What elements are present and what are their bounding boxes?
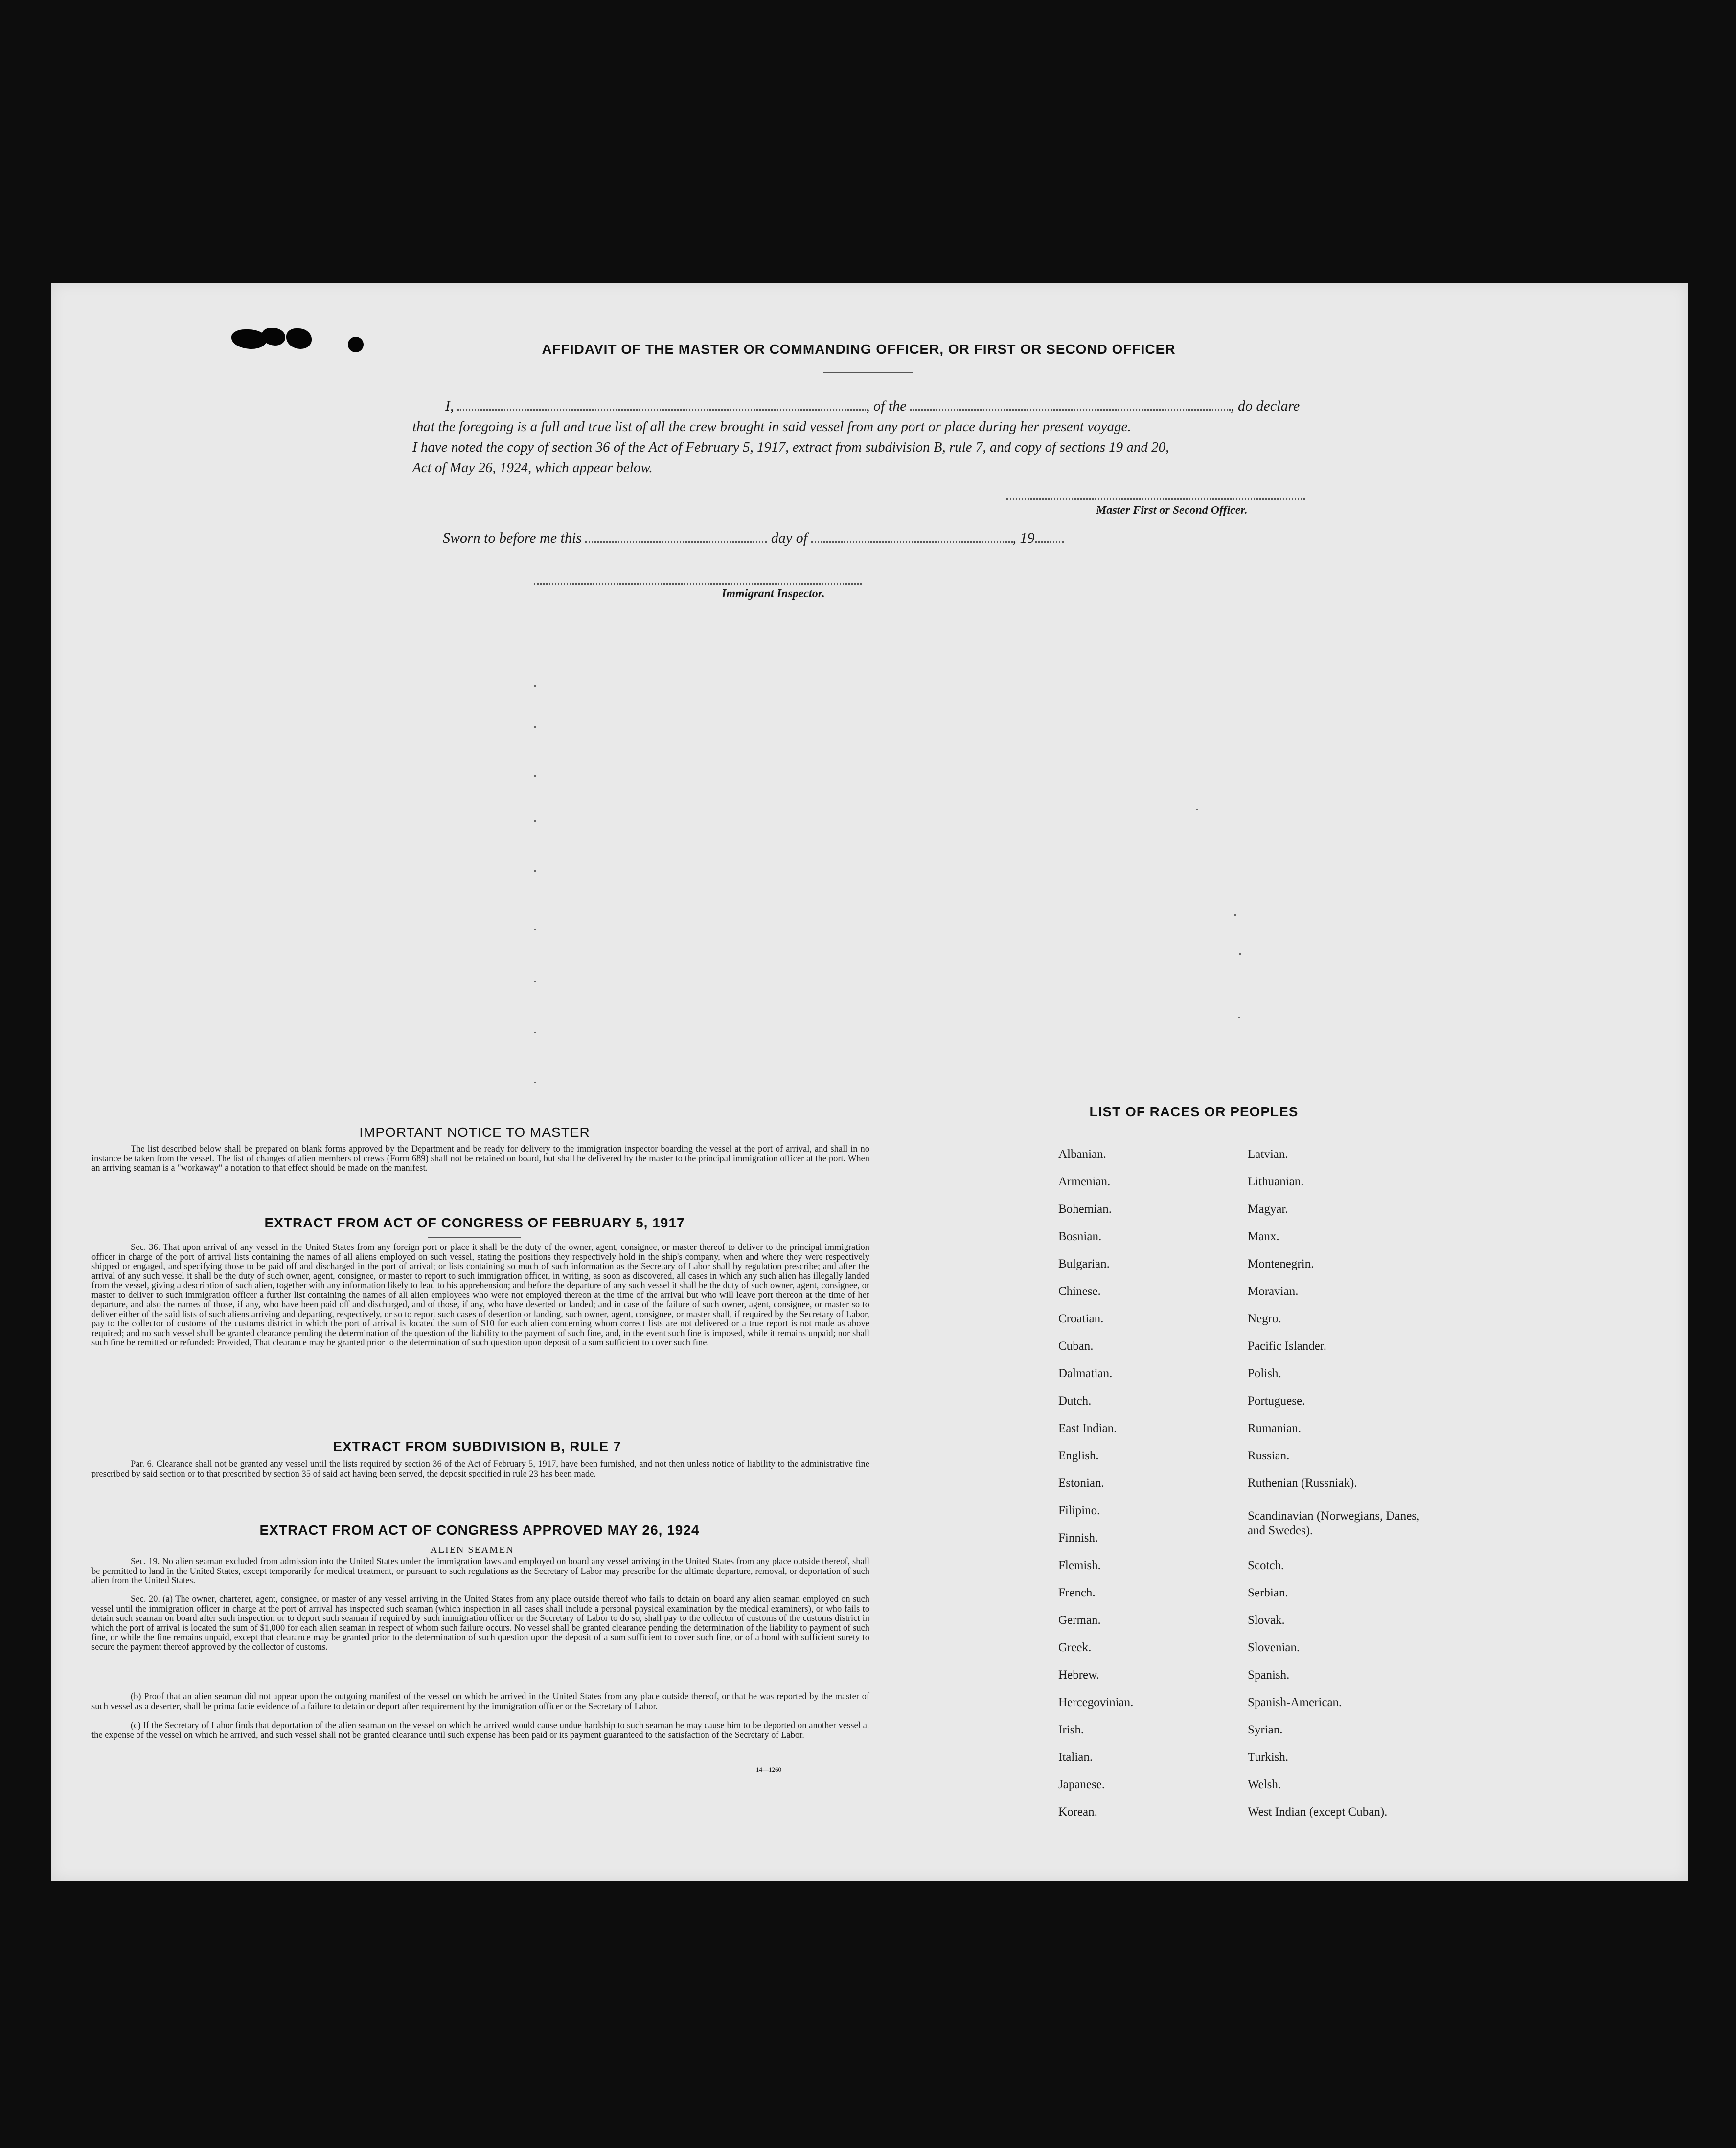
race-item: Albanian. [1058, 1148, 1106, 1161]
race-item: Bosnian. [1058, 1230, 1102, 1243]
notice-title: IMPORTANT NOTICE TO MASTER [359, 1125, 590, 1140]
rule7-title: EXTRACT FROM SUBDIVISION B, RULE 7 [333, 1439, 621, 1454]
race-item: Slovak. [1248, 1614, 1285, 1627]
race-item: Russian. [1248, 1449, 1290, 1462]
race-item: Negro. [1248, 1312, 1281, 1325]
race-item: Filipino. [1058, 1504, 1100, 1517]
race-item: Slovenian. [1248, 1641, 1300, 1654]
ink-blot [231, 329, 267, 349]
notice-body: The list described below shall be prepared on blank forms approved by the Department and be ready for delivery to the immigration inspector boarding the vessel at the port of arrival, and shall in no instance be taken from the vessel. The list of changes of alien members of crews (Form 689) shall not be retained on board, but shall be delivered by the master to the principal immigration officer at the port. When an arriving seaman is a "workaway" a notation to that effect should be made on the manifest. [91, 1144, 869, 1173]
race-item: Scotch. [1248, 1559, 1284, 1572]
speck [1239, 953, 1241, 955]
affidavit-line-4: Act of May 26, 1924, which appear below. [412, 460, 653, 476]
race-item: East Indian. [1058, 1422, 1117, 1435]
speck [534, 1082, 536, 1083]
race-item: English. [1058, 1449, 1099, 1462]
ink-blot [348, 337, 364, 352]
speck [534, 1032, 536, 1033]
speck [1238, 1017, 1240, 1018]
race-item: Hebrew. [1058, 1668, 1099, 1682]
race-item: Hercegovinian. [1058, 1696, 1134, 1709]
alien-seamen-subtitle: ALIEN SEAMEN [430, 1545, 514, 1555]
race-item: Finnish. [1058, 1531, 1098, 1545]
day-blank [585, 541, 767, 543]
extract-1917-body: Sec. 36. That upon arrival of any vessel in the United States from any foreign port or place it shall be the duty of the owner, agent, consignee, or master thereof to deliver to the principal immigration officer in charge of the port of arrival lists containing the names of all aliens employed on such vessel, stating the positions they respectively hold in the ship's company, when and where they were respectively shipped or engaged, and specifying those to be paid off and discharged in the port of arrival; or lists containing so much of such information as the Secretary of Labor shall by regulation prescribe; and after the arrival of any such vessel it shall be the duty of such owner, agent, consignee, or master to report to such immigration officer, in writing, as soon as discovered, all cases in which any such alien has illegally landed from the vessel, giving a description of such alien, together with any information likely to lead to his apprehension; and before the departure of any such vessel it shall be the duty of such owner, agent, consignee, or master to deliver to such immigration officer a further list containing the names of all alien employees who were not employed thereon at the time of the arrival but who will leave port thereon at the time of her departure, and also the names of those, if any, who have been paid off and discharged, and of those, if any, who have deserted or landed; and in case of the failure of such owner, agent, consignee, or master so to deliver either of the said lists of such aliens arriving and departing, respectively, or so to report such cases of desertion or landing, such owner, agent, consignee, or master shall, if required by the Secretary of Labor, pay to the collector of customs of the customs district in which the port of arrival is located the sum of $10 for each alien concerning whom correct lists are not delivered or a true report is not made as above required; and no such vessel shall be granted clearance pending the determination of the question of the liability to the payment of such fine, and, in the event such fine is imposed, while it remains unpaid; nor shall such fine be remitted or refunded: Provided, That clearance may be granted prior to the determination of such question upon deposit of a sum sufficient to cover such fine. [91, 1243, 869, 1348]
sworn-line [443, 530, 1177, 547]
sec20a-body: Sec. 20. (a) The owner, charterer, agent, consignee, or master of any vessel arriving in the United States from any place outside thereof who fails to detain on board any alien seaman employed on such vessel until the immigration officer in charge at the port of arrival has inspected such seaman (which inspection in all cases shall include a personal physical examination by the medical examiners), or who fails to detain such seaman on board after such inspection or to deport such seaman if required by such immigration officer or the Secretary of Labor to do so, shall pay to the collector of customs of the customs district in which the port of arrival is located the sum of $1,000 for each alien seaman in respect of whom such failure occurs. No vessel shall be granted clearance pending the determination of the liability to payment of such fine, or while the fine remains unpaid, except that clearance may be granted prior to the determination of such question upon the deposit of a sum sufficient to cover such fine, or of a bond with sufficient surety to secure the payment thereof approved by the collector of customs. [91, 1594, 869, 1652]
vessel-blank [910, 409, 1231, 411]
extract-1917-title: EXTRACT FROM ACT OF CONGRESS OF FEBRUARY 5, 1917 [264, 1215, 685, 1230]
race-item: Bulgarian. [1058, 1257, 1110, 1270]
affidavit-line-1 [445, 398, 1375, 415]
speck [1234, 914, 1236, 916]
race-item: Cuban. [1058, 1340, 1094, 1353]
form-number: 14—1260 [756, 1766, 781, 1773]
race-item: Portuguese. [1248, 1394, 1305, 1408]
race-item: Serbian. [1248, 1586, 1288, 1599]
speck [534, 820, 536, 822]
race-item: Magyar. [1248, 1202, 1288, 1216]
sec20b-body: (b) Proof that an alien seaman did not appear upon the outgoing manifest of the vessel on which he arrived in the United States from any place outside thereof, or that he was reported by the master of such vessel as a deserter, shall be prima facie evidence of a failure to detain or deport after requirement by the immigration officer or the Secretary of Labor. [91, 1692, 869, 1711]
race-item: Polish. [1248, 1367, 1281, 1380]
race-item: French. [1058, 1586, 1096, 1599]
divider [428, 1237, 521, 1238]
race-item: Welsh. [1248, 1778, 1281, 1791]
race-item: Lithuanian. [1248, 1175, 1304, 1188]
speck [534, 929, 536, 930]
race-item: Spanish. [1248, 1668, 1290, 1682]
races-title: LIST OF RACES OR PEOPLES [1089, 1104, 1299, 1119]
race-item: Manx. [1248, 1230, 1279, 1243]
inspector-signature-line [534, 582, 862, 585]
form-page [51, 283, 1688, 1881]
sworn-text: Sworn to before me this [443, 530, 582, 546]
race-item: Irish. [1058, 1723, 1084, 1736]
affidavit-line-3: I have noted the copy of section 36 of the Act of February 5, 1917, extract from subdivision B, rule 7, and copy of sections 19 and 20, [412, 439, 1169, 455]
affidavit-line-2: that the foregoing is a full and true list of all the crew brought in said vessel from any port or place during her present voyage. [412, 419, 1131, 435]
affidavit-title: AFFIDAVIT OF THE MASTER OR COMMANDING OFFICER, OR FIRST OR SECOND OFFICER [542, 342, 1176, 357]
month-blank [811, 541, 1013, 543]
race-item: Scandinavian (Norwegians, Danes, and Swedes). [1248, 1509, 1420, 1537]
race-item: German. [1058, 1614, 1101, 1627]
speck [534, 775, 536, 777]
race-item: Chinese. [1058, 1285, 1101, 1298]
master-label: Master First or Second Officer. [1096, 504, 1248, 517]
affidavit-i: I, [445, 398, 454, 414]
speck [534, 870, 536, 872]
race-item: Dalmatian. [1058, 1367, 1113, 1380]
ink-blot [286, 328, 312, 349]
race-item: Croatian. [1058, 1312, 1104, 1325]
race-item: Moravian. [1248, 1285, 1299, 1298]
race-item: Ruthenian (Russniak). [1248, 1477, 1357, 1490]
race-item: Italian. [1058, 1751, 1093, 1764]
race-item: Turkish. [1248, 1751, 1289, 1764]
sec19-body: Sec. 19. No alien seaman excluded from admission into the United States under the immigration laws and employed on board any vessel arriving in the United States from any place outside thereof, shall be permitted to land in the United States, except temporarily for medical treatment, or pursuant to such regulations as the Secretary of Labor may prescribe for the ultimate departure, removal, or deportation of such alien from the United States. [91, 1557, 869, 1586]
race-item: Greek. [1058, 1641, 1092, 1654]
day-of-text: day of [771, 530, 808, 546]
race-item: Syrian. [1248, 1723, 1283, 1736]
speck [534, 726, 536, 728]
race-item: Spanish-American. [1248, 1696, 1342, 1709]
speck [534, 981, 536, 982]
race-item: Montenegrin. [1248, 1257, 1314, 1270]
race-item: Pacific Islander. [1248, 1340, 1327, 1353]
divider [823, 372, 913, 373]
sec20c-body: (c) If the Secretary of Labor finds that deportation of the alien seaman on the vessel on which he arrived would cause undue hardship to such seaman he may cause him to be deported on another vessel at the expense of the vessel on which he arrived, and such vessel shall not be granted clearance until such expense has been paid or its payment guaranteed to the satisfaction of the Secretary of Labor. [91, 1721, 869, 1740]
affidavit-do-declare: , do declare [1231, 398, 1300, 414]
speck [534, 685, 536, 687]
speck [1196, 809, 1198, 810]
year-text: , 19 [1012, 530, 1035, 546]
race-item: Korean. [1058, 1805, 1097, 1819]
race-item: Flemish. [1058, 1559, 1101, 1572]
race-item: West Indian (except Cuban). [1248, 1805, 1388, 1819]
extract-1924-title: EXTRACT FROM ACT OF CONGRESS APPROVED MAY 26, 1924 [259, 1523, 700, 1538]
race-item: Japanese. [1058, 1778, 1105, 1791]
affidavit-of-the: , of the [866, 398, 907, 414]
race-item: Rumanian. [1248, 1422, 1302, 1435]
race-item: Latvian. [1248, 1148, 1288, 1161]
rule7-body: Par. 6. Clearance shall not be granted any vessel until the lists required by section 36 of the Act of February 5, 1917, have been furnished, and not then unless notice of liability to the administrative fine prescribed by said section or to that prescribed by section 35 of said act having been served, the deposit specified in rule 23 has been made. [91, 1459, 869, 1479]
inspector-label: Immigrant Inspector. [722, 587, 825, 600]
master-signature-line [1006, 497, 1305, 500]
race-item: Estonian. [1058, 1477, 1104, 1490]
race-item: Dutch. [1058, 1394, 1092, 1408]
race-item: Armenian. [1058, 1175, 1111, 1188]
year-blank [1035, 541, 1064, 543]
name-blank [457, 409, 866, 411]
race-item: Bohemian. [1058, 1202, 1112, 1216]
